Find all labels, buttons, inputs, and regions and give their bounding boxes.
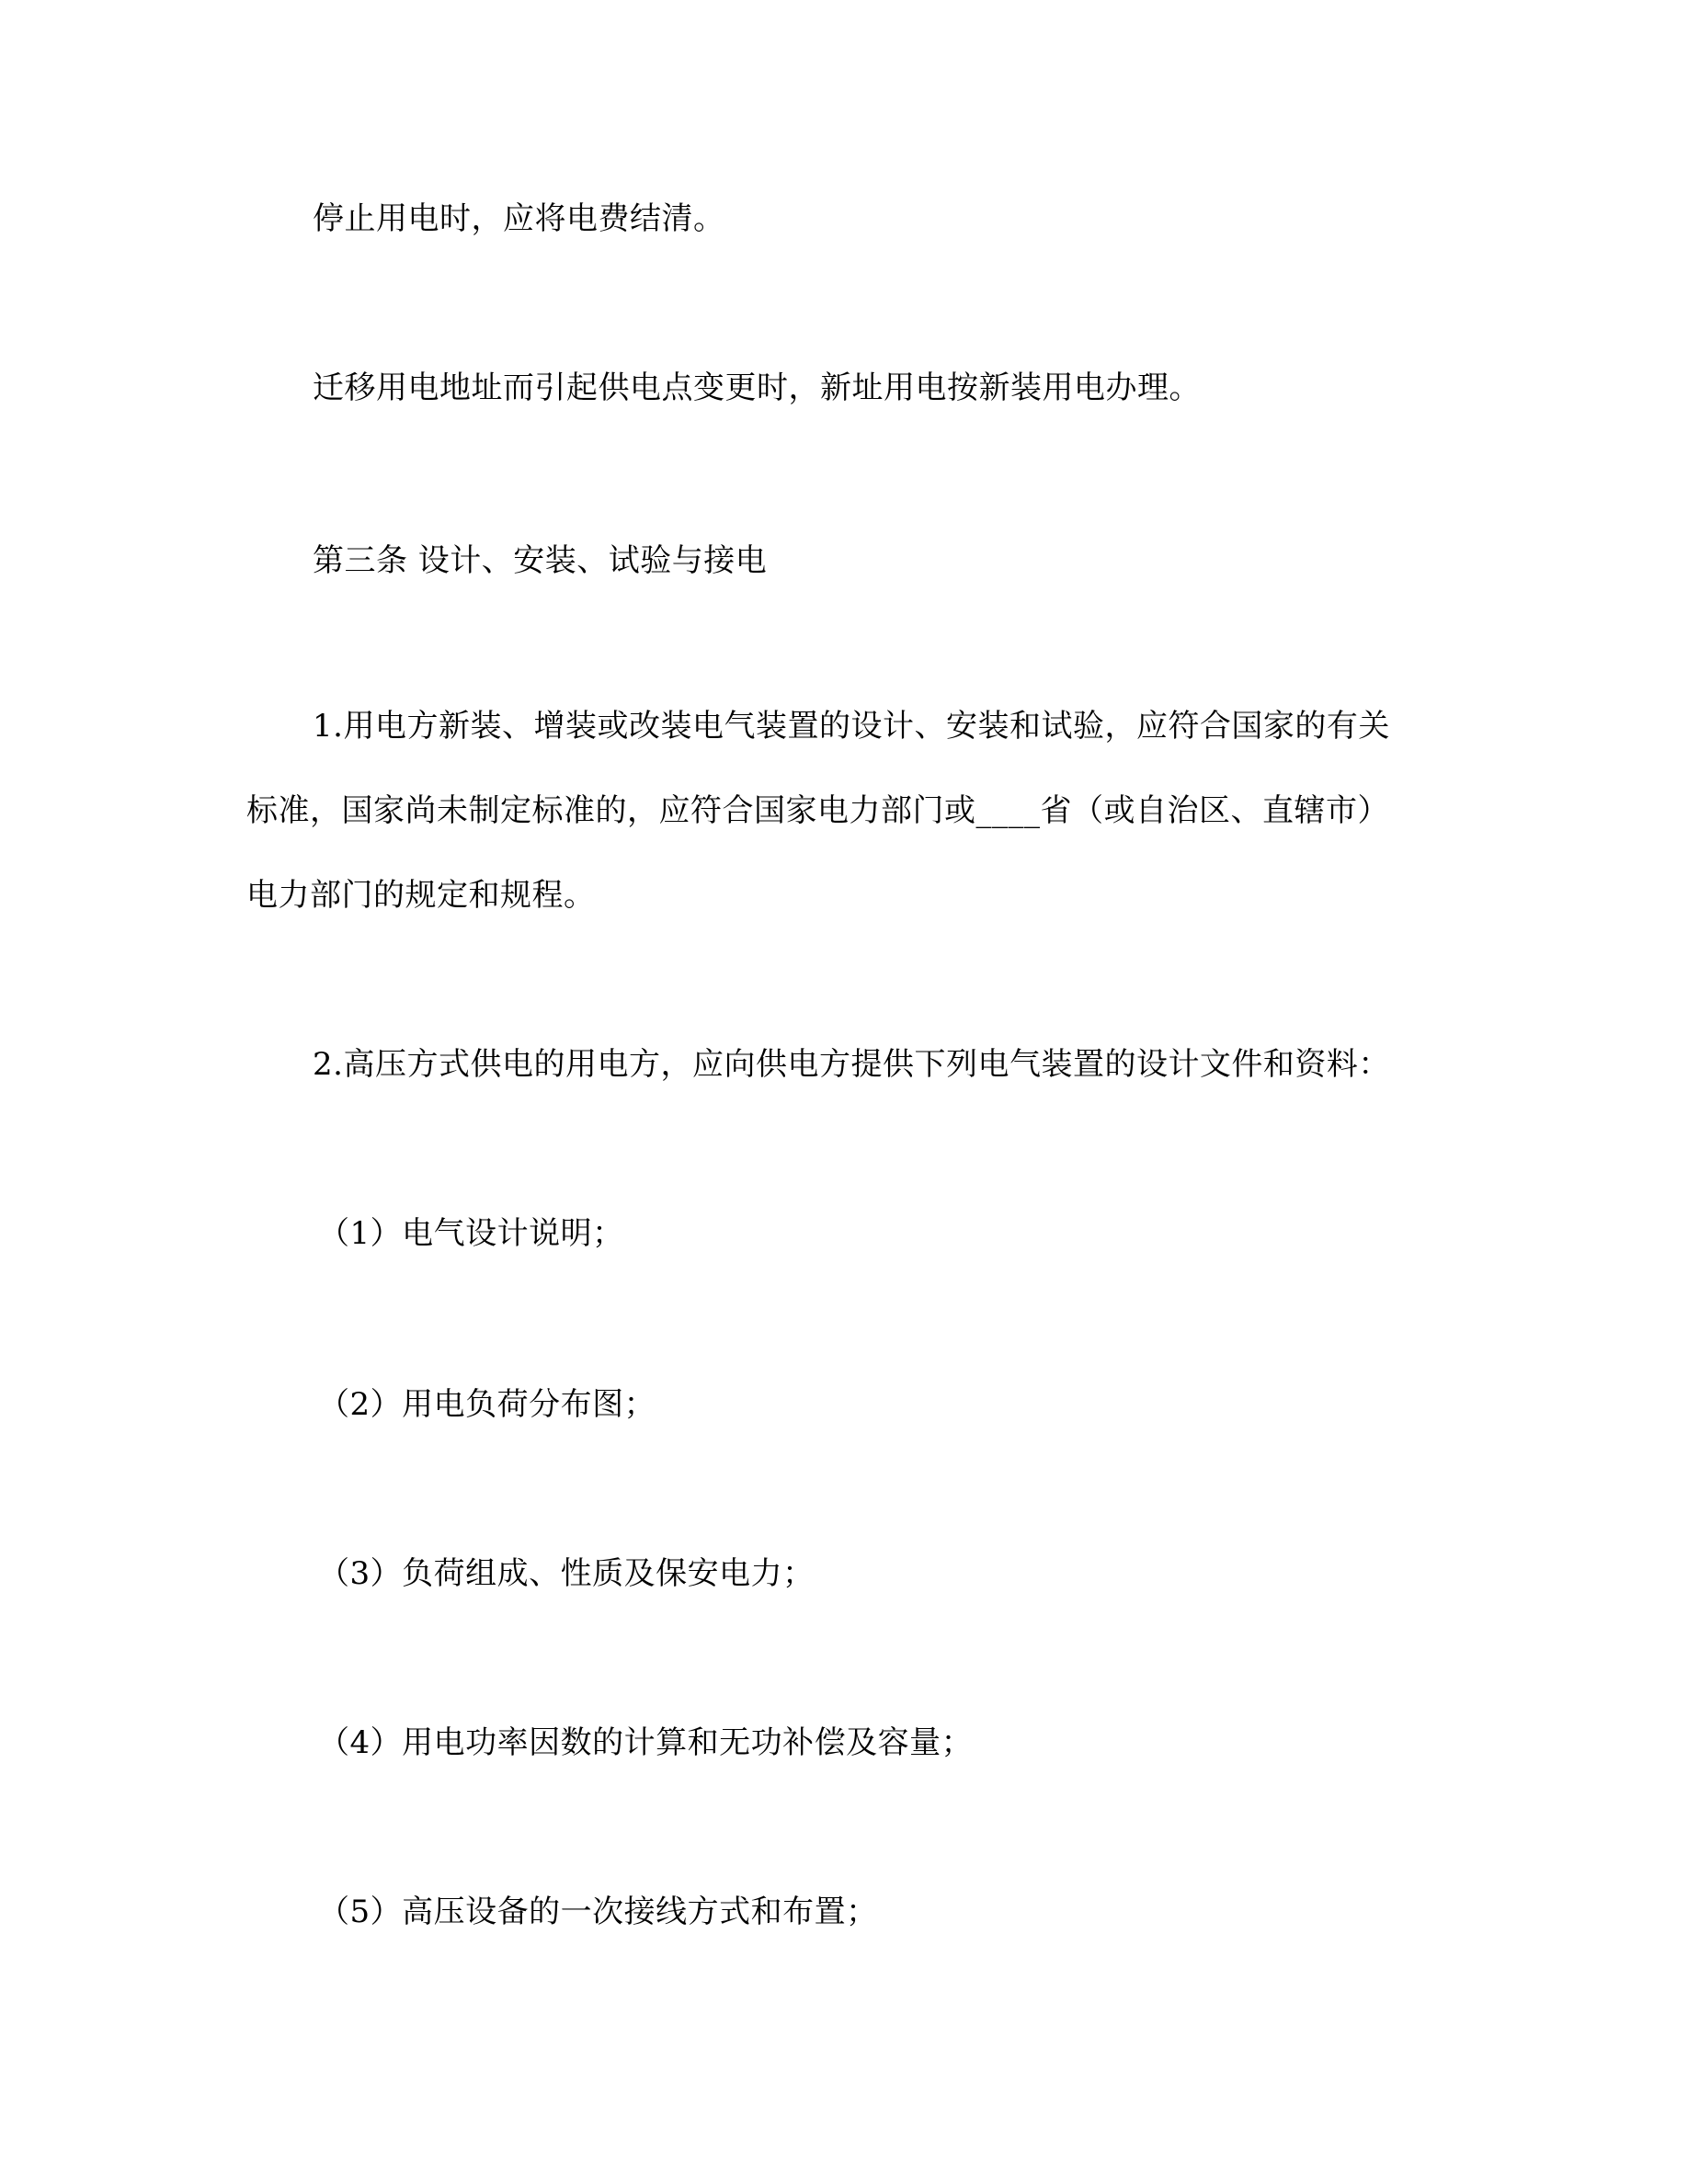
paragraph-stop-electricity: 停止用电时，应将电费结清。 — [313, 200, 725, 237]
list-item-4: （4）用电功率因数的计算和无功补偿及容量； — [318, 1724, 974, 1761]
list-item-2: （2）用电负荷分布图； — [318, 1386, 656, 1423]
list-item-5: （5）高压设备的一次接线方式和布置； — [318, 1894, 878, 1930]
section-heading-article-3: 第三条 设计、安装、试验与接电 — [313, 542, 768, 579]
list-item-3: （3）负荷组成、性质及保安电力； — [318, 1555, 815, 1592]
paragraph-relocation: 迁移用电地址而引起供电点变更时，新址用电按新装用电办理。 — [313, 370, 1201, 406]
list-item-1: （1）电气设计说明； — [318, 1215, 624, 1252]
clause-2: 2.高压方式供电的用电方，应向供电方提供下列电气装置的设计文件和资料： — [313, 1046, 1390, 1083]
clause-1-line-1: 1.用电方新装、增装或改装电气装置的设计、安装和试验，应符合国家的有关 — [313, 708, 1390, 745]
clause-1-line-3: 电力部门的规定和规程。 — [246, 877, 596, 914]
clause-1-line-2: 标准，国家尚未制定标准的，应符合国家电力部门或____省（或自治区、直辖市） — [246, 792, 1389, 829]
